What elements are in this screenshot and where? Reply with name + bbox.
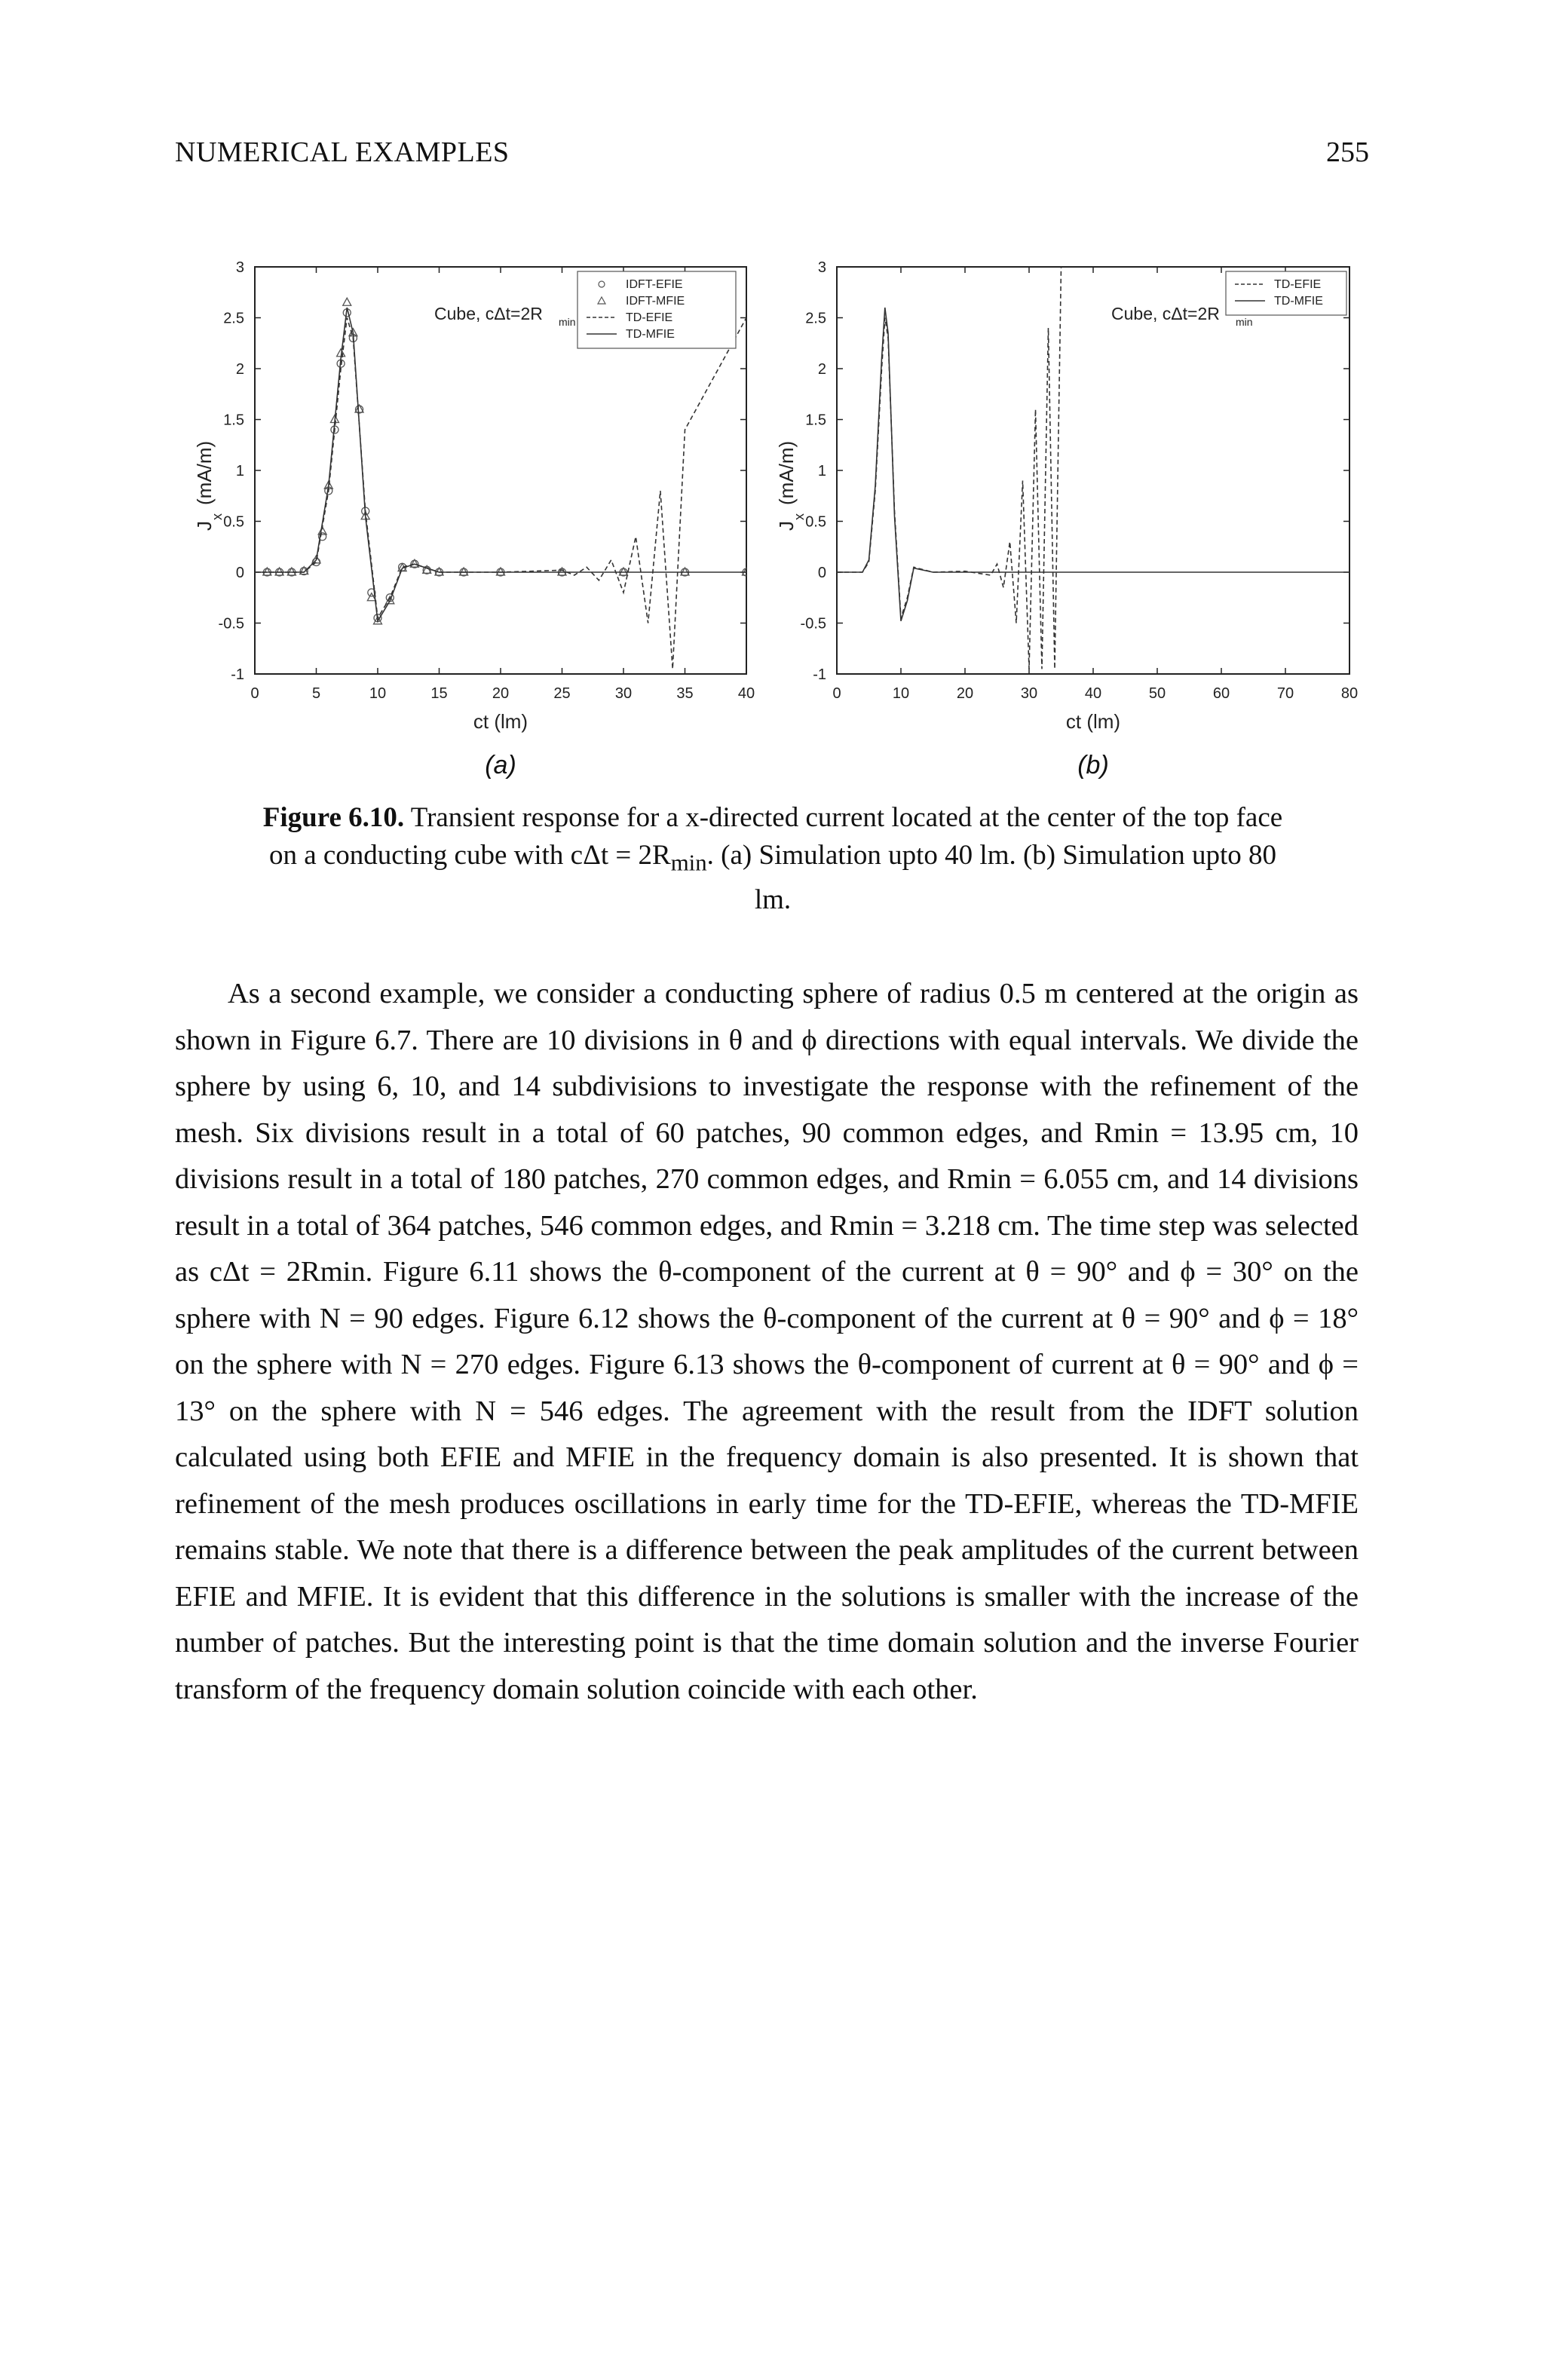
y-tick-label: -1 [231,666,244,683]
y-tick-label: 0.5 [223,513,244,531]
figure-caption-text: Transient response for a x-directed current located at the center of the top face on a conducting cube with cΔt = 2R [268,802,1283,871]
x-tick-label: 30 [1020,685,1038,702]
y-axis-label-unit: (mA/m) [775,440,798,505]
chart-annotation-sub: min [559,316,576,328]
y-tick-label: 0 [235,565,244,581]
body-text [175,971,1359,1713]
figure-caption-sub: min [670,850,707,876]
y-axis-label: J [193,521,216,531]
page-number: 255 [1326,136,1369,168]
plot-frame [837,267,1349,674]
x-tick-label: 30 [614,685,633,702]
y-axis-label-sub: x [792,513,807,520]
y-tick-label: 3 [817,259,826,276]
y-tick-label: 2 [817,361,826,378]
legend-label: TD-MFIE [1274,295,1323,308]
chart-a [158,249,761,792]
panel-label: (b) [1077,751,1109,780]
x-tick-label: 10 [369,685,387,702]
y-tick-label: 2.5 [223,310,244,327]
x-tick-label: 35 [676,685,694,702]
x-tick-label: 60 [1212,685,1230,702]
x-tick-label: 20 [956,685,974,702]
y-tick-label: 3 [235,259,244,276]
body-paragraph: As a second example, we consider a conducting sphere of radius 0.5 m centered at the origin as shown in Figure 6.7. There are 10 divisions in θ and ϕ directions with equal intervals. We divide the sphere by using 6, 10, and 14 subdivisions to investigate the response with the refinement of the mesh. Six divisions result in a total of 60 patches, 90 common edges, and Rmin = 13.95 cm, 10 divisions result in a total of 180 patches, 270 common edges, and Rmin = 6.055 cm, and 14 divisions result in a total of 364 patches, 546 common edges, and Rmin = 3.218 cm. The time step was selected as cΔt = 2Rmin. Figure 6.11 shows the θ-component of the current at θ = 90° and ϕ = 30° on the sphere with N = 90 edges. Figure 6.12 shows the θ-component of the current at θ = 90° and ϕ = 18° on the sphere with N = 270 edges. Figure 6.13 shows the θ-component of current at θ = 90° and ϕ = 13° on the sphere with N = 546 edges. The agreement with the result from the IDFT solution calculated using both EFIE and MFIE in the frequency domain is also presented. It is shown that refinement of the mesh produces oscillations in early time for the TD-EFIE, whereas the TD-MFIE remains stable. We note that there is a difference between the peak amplitudes of the current between EFIE and MFIE. It is evident that this difference in the solutions is smaller with the increase of the number of patches. But the interesting point is that the time domain solution and the inverse Fourier transform of the frequency domain solution coincide with each other. [175,978,1359,1705]
x-tick-label: 70 [1276,685,1294,702]
x-axis-label: ct (lm) [473,710,528,733]
x-tick-label: 0 [250,685,259,702]
panel-label: (a) [485,751,516,780]
x-tick-label: 40 [737,685,755,702]
y-axis-label-group [775,441,807,531]
chart-b [754,249,1372,792]
y-tick-label: 0.5 [805,513,826,531]
chart-annotation: Cube, cΔt=2R [434,304,543,323]
y-axis-label-sub: x [210,513,225,520]
running-head-title: NUMERICAL EXAMPLES [175,136,510,168]
y-axis-label-unit: (mA/m) [193,440,216,505]
y-tick-label: 2 [235,361,244,378]
x-axis-label: ct (lm) [1065,710,1121,733]
x-tick-label: 15 [430,685,448,702]
y-tick-label: -0.5 [218,615,244,633]
y-tick-label: -0.5 [800,615,826,633]
x-tick-label: 10 [892,685,910,702]
x-tick-label: 0 [832,685,841,702]
x-tick-label: 25 [553,685,571,702]
y-tick-label: 1 [235,463,244,479]
x-tick-label: 40 [1084,685,1102,702]
y-axis-label-group [193,441,225,531]
x-tick-label: 80 [1340,685,1359,702]
legend-label: TD-MFIE [626,328,675,341]
x-tick-label: 20 [492,685,510,702]
y-tick-label: 2.5 [805,310,826,327]
y-tick-label: 0 [817,565,826,581]
running-head [175,136,1369,181]
legend-label: TD-EFIE [626,311,673,324]
legend-label: TD-EFIE [1274,278,1322,291]
y-tick-label: 1 [817,463,826,479]
figure-caption [249,799,1297,919]
figure-caption-tail: . (a) Simulation upto 40 lm. (b) Simulation upto 80 lm. [706,840,1277,916]
x-tick-label: 5 [311,685,321,702]
figure-caption-label: Figure 6.10. [262,802,405,833]
legend-label: IDFT-EFIE [626,278,683,291]
x-tick-label: 50 [1148,685,1166,702]
chart-annotation: Cube, cΔt=2R [1111,304,1220,323]
y-tick-label: -1 [813,666,826,683]
y-tick-label: 1.5 [223,412,244,429]
y-axis-label: J [775,521,798,531]
chart-annotation-sub: min [1236,316,1253,328]
y-tick-label: 1.5 [805,412,826,429]
legend-label: IDFT-MFIE [626,295,685,308]
